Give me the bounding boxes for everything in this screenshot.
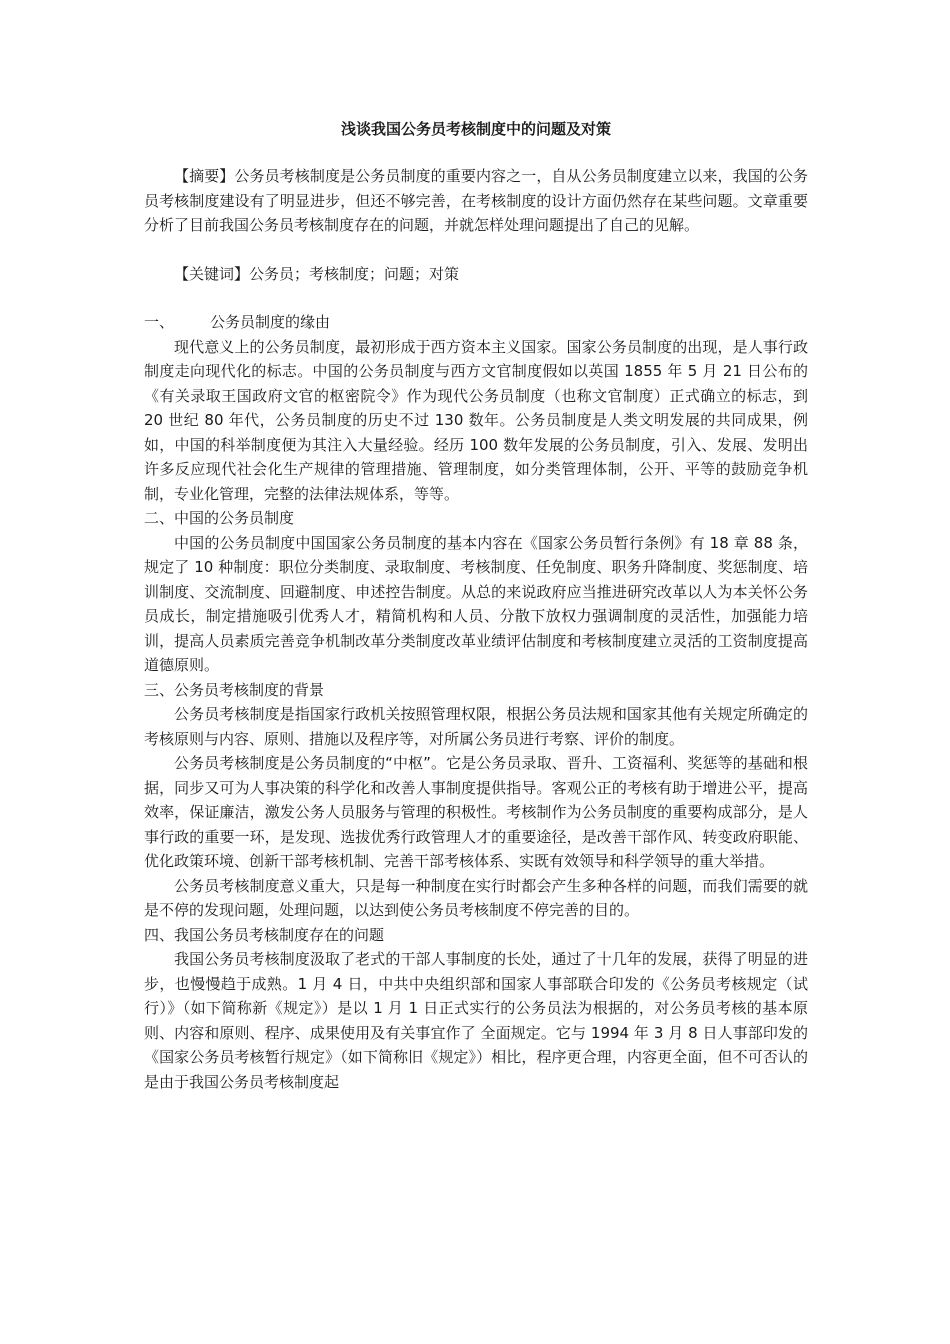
body-paragraph: 现代意义上的公务员制度，最初形成于西方资本主义国家。国家公务员制度的出现，是人事行政制度走向现代化的标志。中国的公务员制度与西方文官制度假如以英国 1855 年 5 月 21 日公布的《有关录取王国政府文官的枢密院令》作为现代公务员制度（也称文官制度）正式确立的标志，到 20 世纪 80 年代，公务员制度的历史不过 130 数年。公务员制度是人类文明发展的共同成果，例如，中国的科举制度便为其注入大量经验。经历 100 数年发展的公务员制度，引入、发展、发明出许多反应现代社会化生产规律的管理措施、管理制度，如分类管理体制，公开、平等的鼓励竞争机制，专业化管理，完整的法律法规体系，等等。 [144, 337, 808, 503]
section-heading-1 [144, 310, 808, 335]
section-heading-3: 三、公务员考核制度的背景 [144, 680, 325, 699]
section-heading-text: 公务员制度的缘由 [210, 313, 331, 331]
section-number: 一、 [144, 313, 175, 331]
keywords-paragraph: 【关键词】公务员；考核制度；问题；对策 [174, 264, 460, 283]
section-heading-4: 四、我国公务员考核制度存在的问题 [144, 925, 385, 944]
body-paragraph: 中国的公务员制度中国国家公务员制度的基本内容在《国家公务员暂行条例》有 18 章 88 条，规定了 10 种制度：职位分类制度、录取制度、考核制度、任免制度、职务升降制度、奖惩制度、培训制度、交流制度、回避制度、申述控告制度。从总的来说政府应当推进研究改革以人为本关怀公务员成长，制定措施吸引优秀人才，精简机构和人员、分散下放权力强调制度的灵活性，加强能力培训，提高人员素质完善竞争机制改革分类制度改革业绩评估制度和考核制度建立灵活的工资制度提高道德原则。 [144, 533, 808, 674]
body-paragraph: 我国公务员考核制度汲取了老式的干部人事制度的长处，通过了十几年的发展，获得了明显的进步，也慢慢趋于成熟。1 月 4 日，中共中央组织部和国家人事部联合印发的《公务员考核规定（试行）》（如下简称新《规定》）是以 1 月 1 日正式实行的公务员法为根据的，对公务员考核的基本原则、内容和原则、程序、成果使用及有关事宜作了 全面规定。它与 1994 年 3 月 8 日人事部印发的《国家公务员考核暂行规定》（如下简称旧《规定》）相比，程序更合理，内容更全面，但不可否认的是由于我国公务员考核制度起 [144, 950, 808, 1091]
abstract-paragraph: 【摘要】公务员考核制度是公务员制度的重要内容之一，自从公务员制度建立以来，我国的公务员考核制度建设有了明显进步，但还不够完善，在考核制度的设计方面仍然存在某些问题。文章重要分析了目前我国公务员考核制度存在的问题，并就怎样处理问题提出了自己的见解。 [144, 167, 808, 234]
body-paragraph: 公务员考核制度是公务员制度的“中枢”。它是公务员录取、晋升、工资福利、奖惩等的基础和根据，同步又可为人事决策的科学化和改善人事制度提供指导。客观公正的考核有助于增进公平，提高效率，保证廉洁，激发公务人员服务与管理的积极性。考核制作为公务员制度的重要构成部分，是人事行政的重要一环，是发现、选拔优秀行政管理人才的重要途径，是改善干部作风、转变政府职能、优化政策环境、创新干部考核机制、完善干部考核体系、实既有效领导和科学领导的重大举措。 [144, 754, 808, 870]
section-heading-2: 二、中国的公务员制度 [144, 509, 295, 527]
document-page [144, 118, 808, 1094]
document-title: 浅谈我国公务员考核制度中的问题及对策 [340, 120, 611, 138]
body-paragraph: 公务员考核制度意义重大，只是每一种制度在实行时都会产生多种各样的问题，而我们需要的就是不停的发现问题，处理问题，以达到使公务员考核制度不停完善的目的。 [144, 876, 808, 919]
body-paragraph: 公务员考核制度是指国家行政机关按照管理权限，根据公务员法规和国家其他有关规定所确定的考核原则与内容、原则、措施以及程序等，对所属公务员进行考察、评价的制度。 [144, 705, 808, 748]
